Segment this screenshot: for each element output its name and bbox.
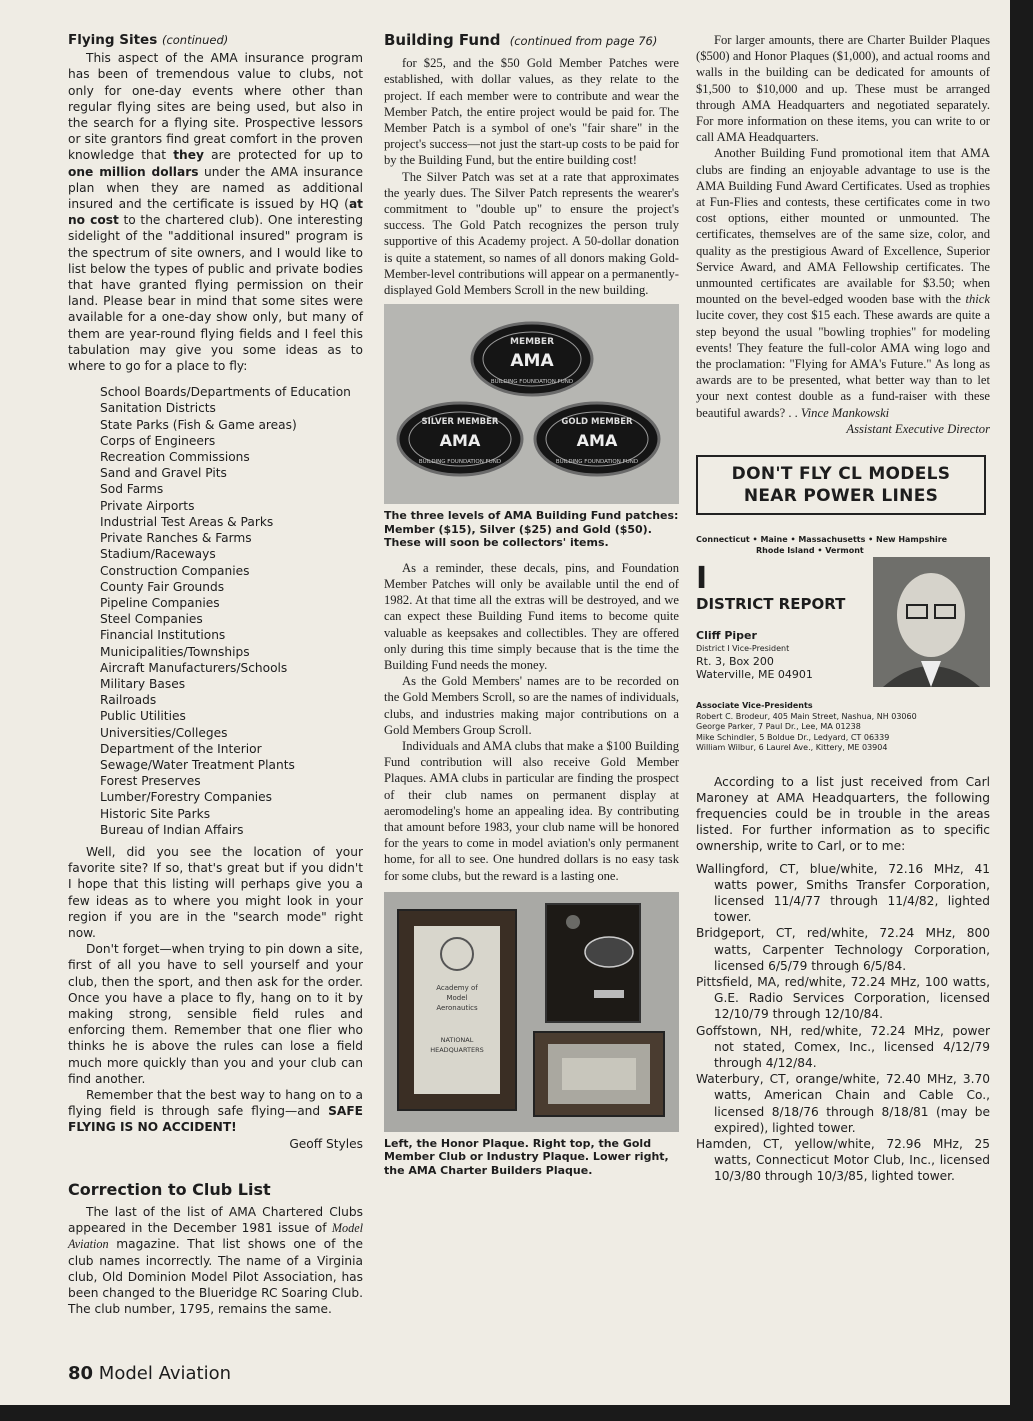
page-number: 80	[68, 1363, 94, 1384]
patch-fund-label: BUILDING FOUNDATION FUND	[418, 459, 502, 466]
patches-illustration	[384, 304, 679, 504]
plaque-text-line: HEADQUARTERS	[430, 1045, 484, 1054]
associate-vp: Robert C. Brodeur, 405 Main Street, Nashua, NH 03060	[696, 711, 917, 721]
associate-vp: Mike Schindler, 5 Boldue Dr., Ledyard, CT 06339	[696, 732, 890, 742]
emphasis-text: they	[173, 148, 204, 163]
site-type-item: Sod Farms	[100, 482, 164, 497]
continued-label: (continued from page 76)	[509, 34, 658, 48]
author-signature: Geoff Styles	[289, 1136, 363, 1151]
site-type-item: Private Airports	[100, 498, 195, 513]
site-type-item: Department of the Interior	[100, 741, 262, 756]
patch-silver-label: SILVER MEMBER	[421, 417, 499, 428]
building-fund-paragraph: As the Gold Members' names are to be recorded on the Gold Members Scroll, so are the names of individuals, clubs, and industries making major contributions on a Gold Members Group Scroll.	[384, 674, 679, 737]
site-type-item: Universities/Colleges	[100, 725, 228, 740]
column-right	[696, 32, 990, 1185]
district-states: Connecticut • Maine • Massachusetts • New Hampshire	[696, 535, 948, 545]
emphasis-text: at no cost	[68, 197, 363, 228]
district-report-title: DISTRICT REPORT	[696, 595, 846, 614]
site-type-item: Railroads	[100, 693, 157, 708]
site-type-item: Stadium/Raceways	[100, 547, 216, 562]
site-type-item: State Parks (Fish & Game areas)	[100, 417, 297, 432]
flying-sites-paragraph	[68, 50, 363, 374]
patch-ama-logo: AMA	[510, 351, 554, 372]
site-type-item: Private Ranches & Farms	[100, 531, 252, 546]
patch-gold-label: GOLD MEMBER	[561, 417, 633, 428]
plaque-text-line: NATIONAL	[440, 1035, 474, 1044]
building-fund-title: Building Fund	[384, 31, 501, 49]
site-type-item: Sewage/Water Treatment Plants	[100, 757, 295, 772]
site-type-item: Forest Preserves	[100, 774, 201, 789]
vp-portrait	[873, 557, 990, 687]
patch-ama-logo: AMA	[439, 431, 481, 451]
plaques-illustration	[384, 892, 679, 1132]
frequency-entry: Wallingford, CT, blue/white, 72.16 MHz, 41 watts power, Smiths Transfer Corporation, licensed 11/4/77 through 11/4/82, lighted tower.	[696, 861, 990, 925]
site-type-item: Aircraft Manufacturers/Schools	[100, 660, 288, 675]
site-type-item: Pipeline Companies	[100, 595, 220, 610]
patch-member-label: MEMBER	[510, 337, 554, 348]
associate-vp: George Parker, 7 Paul Dr., Lee, MA 01238	[696, 722, 861, 732]
frequency-list	[696, 861, 990, 1185]
site-type-item: Historic Site Parks	[100, 806, 211, 821]
flying-sites-paragraph: Don't forget—when trying to pin down a site, first of all you have to sell yourself and your club, then the sport, and then ask for the order. Once you have a place to fly, hang on to it by making strong, sensible field rules and enforcing them. Remember that one flier who thinks he is above the rules can lose a field much more quickly than you and your club can find another.	[68, 942, 363, 1086]
warning-line: DON'T FLY CL MODELS	[731, 464, 951, 485]
site-type-item: Construction Companies	[100, 563, 250, 578]
column-left	[68, 32, 363, 1317]
correction-paragraph	[68, 1204, 363, 1317]
vp-name: Cliff Piper	[696, 629, 757, 643]
building-fund-paragraph: For larger amounts, there are Charter Builder Plaques ($500) and Honor Plaques ($1,000), and actual rooms and walls in the building can be dedicated for amounts of $1,500 to $10,000 and up. These must be arranged through AMA Headquarters and negotiated separately. For more information on these items, you can write to or call AMA Headquarters.	[696, 33, 990, 145]
plaques-caption: Left, the Honor Plaque. Right top, the Gold Member Club or Industry Plaque. Lower right, the AMA Charter Builders Plaque.	[384, 1136, 669, 1177]
site-type-item: Sand and Gravel Pits	[100, 466, 227, 481]
gold-member-plaque	[546, 904, 640, 1022]
building-fund-paragraph: Individuals and AMA clubs that make a $100 Building Fund contribution will also receive Gold Member Plaques. AMA clubs in particular are finding the prospect of their club names on permanent display at aeromodeling's home an appealing idea. By contributing that amount before 1983, your club name will be honored for the years to come in model aviation's only permanent home, for all to see. One hundred dollars is no easy task for some clubs, but the reward is a lasting one.	[384, 738, 679, 883]
safety-slogan: SAFE FLYING IS NO ACCIDENT!	[68, 1104, 363, 1135]
frequency-entry: Waterbury, CT, orange/white, 72.40 MHz, 3.70 watts, American Chain and Cable Co., licensed 8/18/76 through 8/18/81 (may be expired), lighted tower.	[696, 1072, 990, 1135]
patches-caption: The three levels of AMA Building Fund patches: Member ($15), Silver ($25) and Gold ($50). These will soon be collectors' items.	[384, 509, 679, 550]
patch-fund-label: BUILDING FOUNDATION FUND	[490, 379, 574, 386]
text-run: magazine. That list shows one of the club names incorrectly. The name of a Virginia club, Old Dominion Model Pilot Association, has been changed to the Blueridge RC Soaring Club. The club number, 1795, remains the same.	[68, 1237, 363, 1317]
text-run: This aspect of the AMA insurance program has been of tremendous value to clubs, not only for one-day events where other than regular flying sites are being used, but also in the search for a flying site. Prospective lessors or site grantors find great comfort in the proven knowledge that	[68, 51, 363, 163]
author-signature: Vince Mankowski	[800, 405, 890, 420]
member-patch	[472, 323, 592, 395]
site-type-item: Recreation Commissions	[100, 450, 250, 465]
building-fund-paragraph: for $25, and the $50 Gold Member Patches were established, with dollar values, as they relate to the project. If each member were to contribute and wear the Member Patch, the entire project would be paid for. The Member Patch is a symbol of one's "fair share" in the project's success—not just the start-up costs to be paid for by the Building Fund, but the entire building cost!	[384, 56, 679, 168]
portrait-illustration	[873, 557, 990, 687]
site-type-item: Municipalities/Townships	[100, 644, 250, 659]
text-run: to the chartered club). One interesting sidelight of the "additional insured" program is the spectrum of site owners, and I would like to list below the types of public and private bodies that have granted flying permission on their land. Please bear in mind that some sites were available for a one-day show only, but many of them are year-round flying fields and I feel this tabulation may give you some ideas as to where to go for a place to fly:	[68, 213, 363, 374]
district-report-header	[696, 535, 990, 695]
building-fund-paragraph: As a reminder, these decals, pins, and Foundation Member Patches will only be available until the end of 1982. At that time all the extras will be destroyed, and we can expect these Building Fund items to become quite valuable as keepsakes and collectibles. They are offered only during this time simply because that is the time the Building Fund needs the money.	[384, 560, 679, 672]
author-title: Assistant Executive Director	[846, 421, 990, 436]
magazine-title: Model Aviation	[68, 1221, 363, 1252]
site-type-item: Industrial Test Areas & Parks	[100, 514, 274, 529]
site-types-list	[68, 384, 363, 838]
text-run: Remember that the best way to hang on to a flying field is through safe flying—and	[68, 1088, 363, 1119]
frequency-entry: Pittsfield, MA, red/white, 72.24 MHz, 100 watts, G.E. Radio Services Corporation, licensed 12/10/79 through 12/10/84.	[696, 975, 990, 1022]
patch-ama-logo: AMA	[576, 431, 618, 451]
site-type-item: Lumber/Forestry Companies	[100, 790, 273, 805]
building-fund-paragraph	[696, 145, 990, 420]
continued-label: (continued)	[161, 33, 229, 47]
silver-patch	[398, 403, 522, 475]
vp-title: District I Vice-President	[696, 644, 790, 654]
emphasis-text: thick	[965, 292, 990, 307]
warning-line: NEAR POWER LINES	[743, 486, 939, 507]
page-footer	[68, 1363, 231, 1384]
text-run: Another Building Fund promotional item that AMA clubs are finding an enjoyable advantage to use is the AMA Building Fund Award Certificates. Used as trophies at Fun-Flies and contests, these certificates come in two cost options, either mounted or unmounted. The certificates, themselves are of the same size, color, and quality as the prestigious Award of Excellence, Superior Service Award, and AMA Fellowship certificates. The unmounted certificates are available for $3.50; when mounted on the bevel-edged wooden base with the	[696, 146, 990, 307]
site-type-item: Sanitation Districts	[100, 401, 216, 416]
signature-dots: . .	[788, 405, 801, 420]
plaques-photo	[384, 892, 679, 1132]
flying-sites-paragraph	[68, 1087, 363, 1136]
charter-builders-plaque	[534, 1032, 664, 1116]
plaque-text-line: Academy of	[436, 983, 478, 992]
safety-warning-box	[696, 455, 986, 515]
site-type-item: County Fair Grounds	[100, 579, 225, 594]
associate-vp: William Wilbur, 6 Laurel Ave., Kittery, ME 03904	[696, 743, 888, 753]
associate-vps	[696, 701, 990, 754]
frequency-entry: Goffstown, NH, red/white, 72.24 MHz, power not stated, Comex, Inc., licensed 4/12/79 through 4/12/84.	[696, 1023, 990, 1071]
site-type-item: Public Utilities	[100, 709, 186, 724]
site-type-item: School Boards/Departments of Education	[100, 385, 351, 400]
site-type-item: Bureau of Indian Affairs	[100, 822, 244, 837]
associates-label: Associate Vice-Presidents	[696, 701, 813, 711]
plaque-text-line: Model	[446, 993, 468, 1002]
site-type-item: Financial Institutions	[100, 628, 226, 643]
district-report-body	[696, 774, 990, 1185]
patches-photo	[384, 304, 679, 504]
text-run: lucite cover, they cost $15 each. These awards are quite a step beyond the usual "bowling trophies" for modeling events! They feature the full-color AMA wing logo and the proclamation: "Flying for AMA's Future." As long as awards are to be presented, what better way than to let your next contest double as a fund-raiser with these beautiful awards?	[696, 308, 990, 420]
plaque-text-line: Aeronautics	[436, 1003, 478, 1012]
district-states: Rhode Island • Vermont	[756, 545, 864, 555]
column-middle	[384, 32, 679, 1187]
site-type-item: Corps of Engineers	[100, 433, 216, 448]
text-run: The last of the list of AMA Chartered Clubs appeared in the December 1981 issue of	[68, 1205, 363, 1236]
vp-address: Waterville, ME 04901	[696, 667, 813, 681]
magazine-name: Model Aviation	[98, 1363, 231, 1384]
site-type-item: Military Bases	[100, 676, 186, 691]
district-intro: According to a list just received from Carl Maroney at AMA Headquarters, the following frequencies could be in trouble in the areas listed. For further information as to specific ownership, write to Carl, or to me:	[696, 774, 990, 854]
flying-sites-heading	[68, 32, 363, 48]
flying-sites-title: Flying Sites	[68, 32, 158, 48]
site-type-item: Steel Companies	[100, 612, 203, 627]
building-fund-heading	[384, 32, 679, 49]
emphasis-text: one million dollars	[68, 164, 199, 179]
correction-heading: Correction to Club List	[68, 1179, 271, 1199]
frequency-entry: Hamden, CT, yellow/white, 72.96 MHz, 25 watts, Connecticut Motor Club, Inc., licensed 10/3/80 through 10/3/85, lighted tower.	[696, 1137, 990, 1184]
building-fund-paragraph: The Silver Patch was set at a rate that approximates the yearly dues. The Silver Patch represents the wearer's commitment to "double up" to ensure the project's success. The Gold Patch recognizes the person truly supportive of this Academy project. A 50-dollar donation is quite a statement, so names of all donors making Gold-Member-level contributions will appear on a permanently-displayed Gold Members Scroll in the new building.	[384, 169, 679, 298]
vp-address: Rt. 3, Box 200	[696, 654, 774, 668]
frequency-entry: Bridgeport, CT, red/white, 72.24 MHz, 800 watts, Carpenter Technology Corporation, licensed 6/5/79 through 6/5/84.	[696, 926, 990, 973]
patch-fund-label: BUILDING FOUNDATION FUND	[555, 459, 639, 466]
text-run: are protected for up to	[203, 148, 363, 163]
district-numeral: I	[696, 561, 708, 597]
flying-sites-paragraph: Well, did you see the location of your favorite site? If so, that's great but if you didn't I hope that this listing will perhaps give you a few ideas as to where you might look in your region if you are in the "search mode" right now.	[68, 844, 363, 940]
gold-patch	[535, 403, 659, 475]
honor-plaque	[398, 910, 516, 1110]
text-run: under the AMA insurance plan when they are named as additional insured and the certificate is issued by HQ (	[68, 164, 364, 212]
